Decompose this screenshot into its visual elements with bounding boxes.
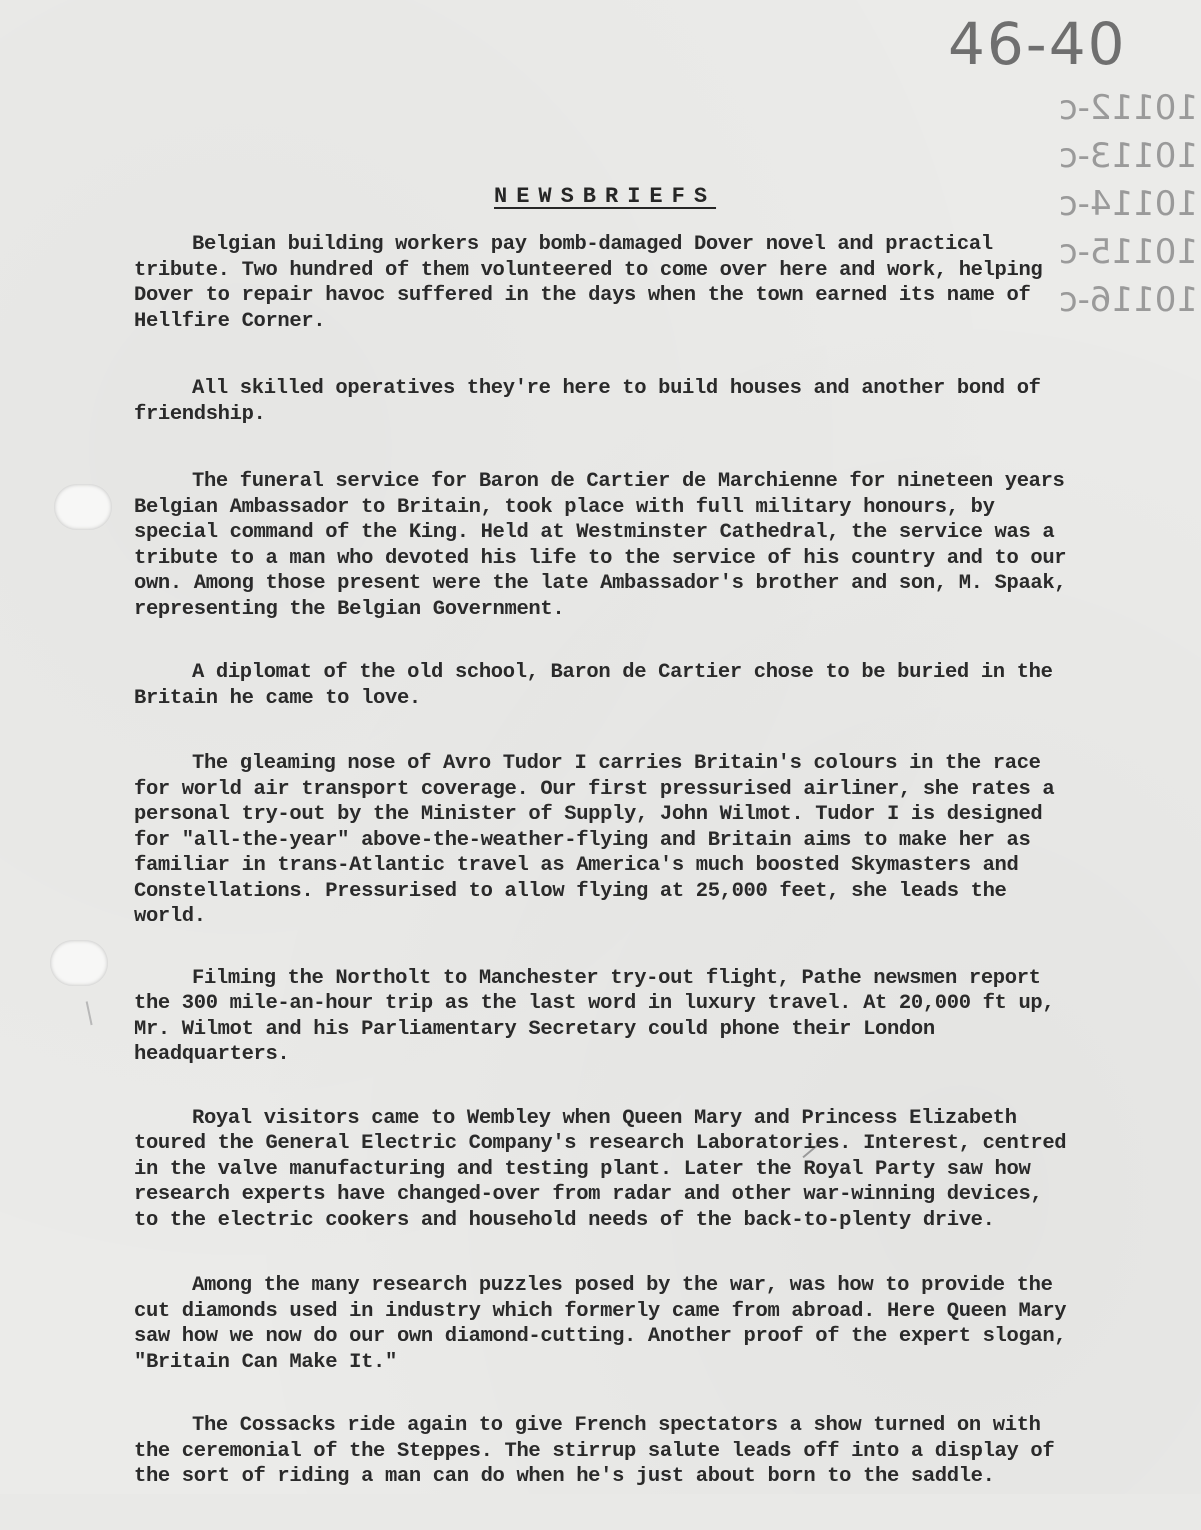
paragraph: Royal visitors came to Wembley when Queen Mary and Princess Elizabeth toured the General Electric Company's research Laboratories. Interest, centred in the valve manufacturing and testing plant. Later the Royal Party saw how research experts have changed-over from radar and other war-winning devices, to the electric cookers and household needs of the back-to-plenty drive. — [134, 1106, 1067, 1232]
reference-number: 10116-c — [1058, 280, 1198, 320]
reference-number: 10114-c — [1058, 184, 1198, 224]
punch-hole — [50, 940, 108, 986]
document-title: NEWSBRIEFS — [494, 184, 717, 209]
paragraph: Among the many research puzzles posed by the war, was how to provide the cut diamonds used in industry which formerly came from abroad. Here Queen Mary saw how we now do our own diamond-cutting. Another proof of the expert slogan, "Britain Can Make It." — [134, 1274, 1067, 1374]
paragraph: A diplomat of the old school, Baron de Cartier chose to be buried in the Britain he came to love. — [134, 661, 1053, 710]
paragraph: The Cossacks ride again to give French spectators a show turned on with the ceremonial of the Steppes. The stirrup salute leads off into a display of the sort of riding a man can do when he's just about born to the saddle. — [134, 1414, 1055, 1488]
paragraph: Belgian building workers pay bomb-damaged Dover novel and practical tribute. Two hundred of them volunteered to come over here and work, helping Dover to repair havoc suffered in the days when the town earned its name of Hellfire Corner. — [134, 233, 1043, 333]
reference-number: 10112-c — [1058, 88, 1198, 128]
reference-number: 10115-c — [1058, 232, 1198, 272]
paragraph: Filming the Northolt to Manchester try-out flight, Pathe newsmen report the 300 mile-an-hour trip as the last word in luxury travel. At 20,000 ft up, Mr. Wilmot and his Parliamentary Secretary could phone their London headquarters. — [134, 966, 1055, 1066]
paragraph: The gleaming nose of Avro Tudor I carries Britain's colours in the race for world air transport coverage. Our first pressurised airliner, she rates a personal try-out by the Minister of Supply, John Wilmot. Tudor I is designed for "all-the-year" above-the-weather-flying and Britain aims to make her as familiar in trans-Atlantic travel as America's much boosted Skymasters and Constellations. Pressurised to allow flying at 25,000 feet, she leads the world. — [134, 752, 1055, 928]
document-body — [134, 232, 1074, 1530]
paragraph: All skilled operatives they're here to build houses and another bond of friendship. — [134, 377, 1041, 426]
paragraph: The funeral service for Baron de Cartier de Marchienne for nineteen years Belgian Ambassador to Britain, took place with full military honours, by special command of the King. Held at Westminster Cathedral, the service was a tribute to a man who devoted his life to the service of his country and to our own. Among those present were the late Ambassador's brother and son, M. Spaak, representing the Belgian Government. — [134, 470, 1067, 621]
punch-hole — [54, 484, 112, 530]
reference-number: 10113-c — [1058, 136, 1198, 176]
margin-mark — [86, 999, 105, 1025]
handwritten-number: 46-40 — [948, 10, 1127, 78]
